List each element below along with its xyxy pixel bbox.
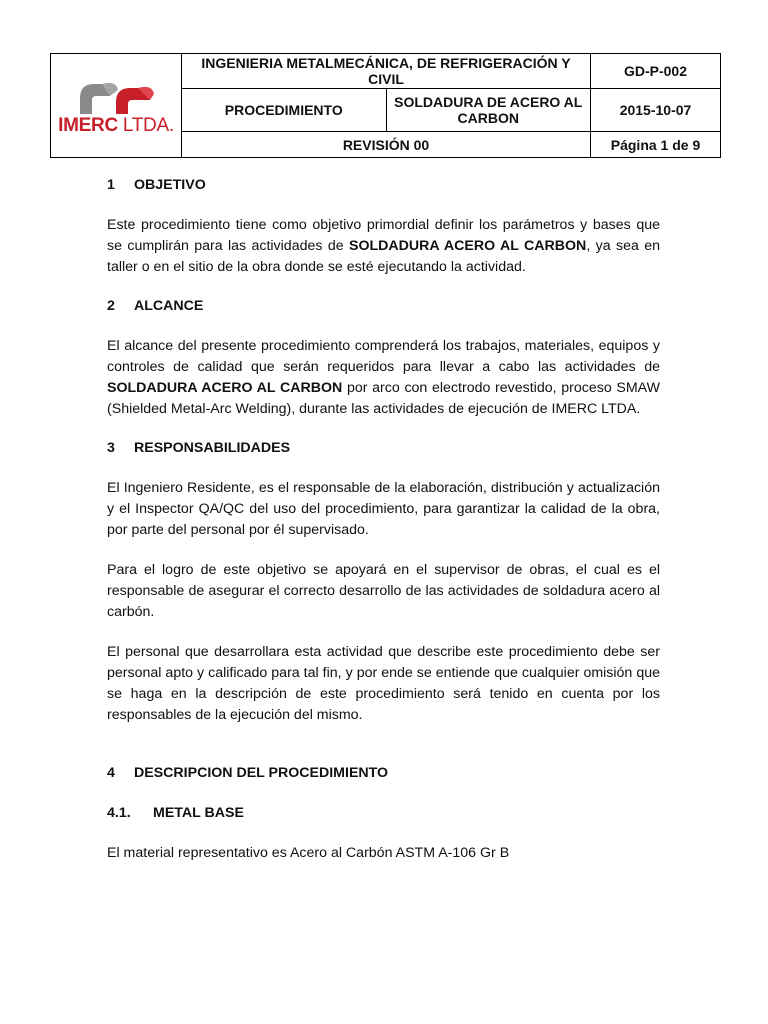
logo-text-light: LTDA.	[117, 114, 174, 136]
document-body	[107, 175, 660, 864]
company-line: INGENIERIA METALMECÁNICA, DE REFRIGERACIÓN Y CIVIL	[182, 54, 591, 89]
section-heading-objetivo	[107, 175, 660, 196]
section-title: DESCRIPCION DEL PROCEDIMIENTO	[134, 765, 389, 781]
page-number: Página 1 de 9	[591, 132, 721, 158]
section-number: 2	[107, 298, 115, 314]
document-header-table	[50, 53, 721, 158]
document-code: GD-P-002	[591, 54, 721, 89]
company-logo	[55, 78, 177, 134]
document-date: 2015-10-07	[591, 89, 721, 132]
section-number: 3	[107, 440, 115, 456]
subsection-number: 4.1.	[107, 805, 131, 821]
section-heading-descripcion	[107, 763, 660, 784]
imerc-logo-icon	[76, 78, 156, 116]
section-title: OBJETIVO	[134, 177, 206, 193]
logo-text-bold: IMERC	[58, 114, 118, 136]
document-title: SOLDADURA DE ACERO AL CARBON	[386, 89, 591, 132]
paragraph-objetivo: Este procedimiento tiene como objetivo primordial definir los parámetros y bases que se cumplirán para las actividades de SOLDADURA ACERO AL CARBON, ya sea en taller o en el sitio de la obra donde se esté ejecutando la actividad.	[107, 217, 660, 275]
paragraph-responsabilidades-1: El Ingeniero Residente, es el responsable de la elaboración, distribución y actualización y el Inspector QA/QC del uso del procedimiento, para garantizar la calidad de la obra, por parte del personal por él supervisado.	[107, 480, 660, 538]
section-title: RESPONSABILIDADES	[134, 440, 291, 456]
paragraph-responsabilidades-3: El personal que desarrollara esta actividad que describe este procedimiento debe ser personal apto y calificado para tal fin, y por ende se entiende que cualquier omisión que se haga en la descripción de este procedimiento será tenido en cuenta por los responsables de la ejecución del mismo.	[107, 644, 660, 723]
document-revision: REVISIÓN 00	[182, 132, 591, 158]
paragraph-metal-base: El material representativo es Acero al Carbón ASTM A-106 Gr B	[107, 845, 510, 861]
paragraph-responsabilidades-2: Para el logro de este objetivo se apoyará en el supervisor de obras, el cual es el responsable de asegurar el correcto desarrollo de las actividades de soldadura acero al carbón.	[107, 562, 660, 620]
section-heading-alcance	[107, 296, 660, 317]
document-type: PROCEDIMIENTO	[182, 89, 387, 132]
section-number: 4	[107, 765, 115, 781]
subsection-heading-metal-base	[107, 803, 660, 824]
section-title: ALCANCE	[134, 298, 204, 314]
paragraph-alcance: El alcance del presente procedimiento comprenderá los trabajos, materiales, equipos y controles de calidad que serán requeridos para llevar a cabo las actividades de SOLDADURA ACERO AL CARBON por arco con electrodo revestido, proceso SMAW (Shielded Metal-Arc Welding), durante las actividades de ejecución de IMERC LTDA.	[107, 338, 661, 417]
section-number: 1	[107, 177, 115, 193]
logo-cell	[51, 54, 182, 158]
subsection-title: METAL BASE	[153, 805, 244, 821]
section-heading-responsabilidades	[107, 438, 660, 459]
